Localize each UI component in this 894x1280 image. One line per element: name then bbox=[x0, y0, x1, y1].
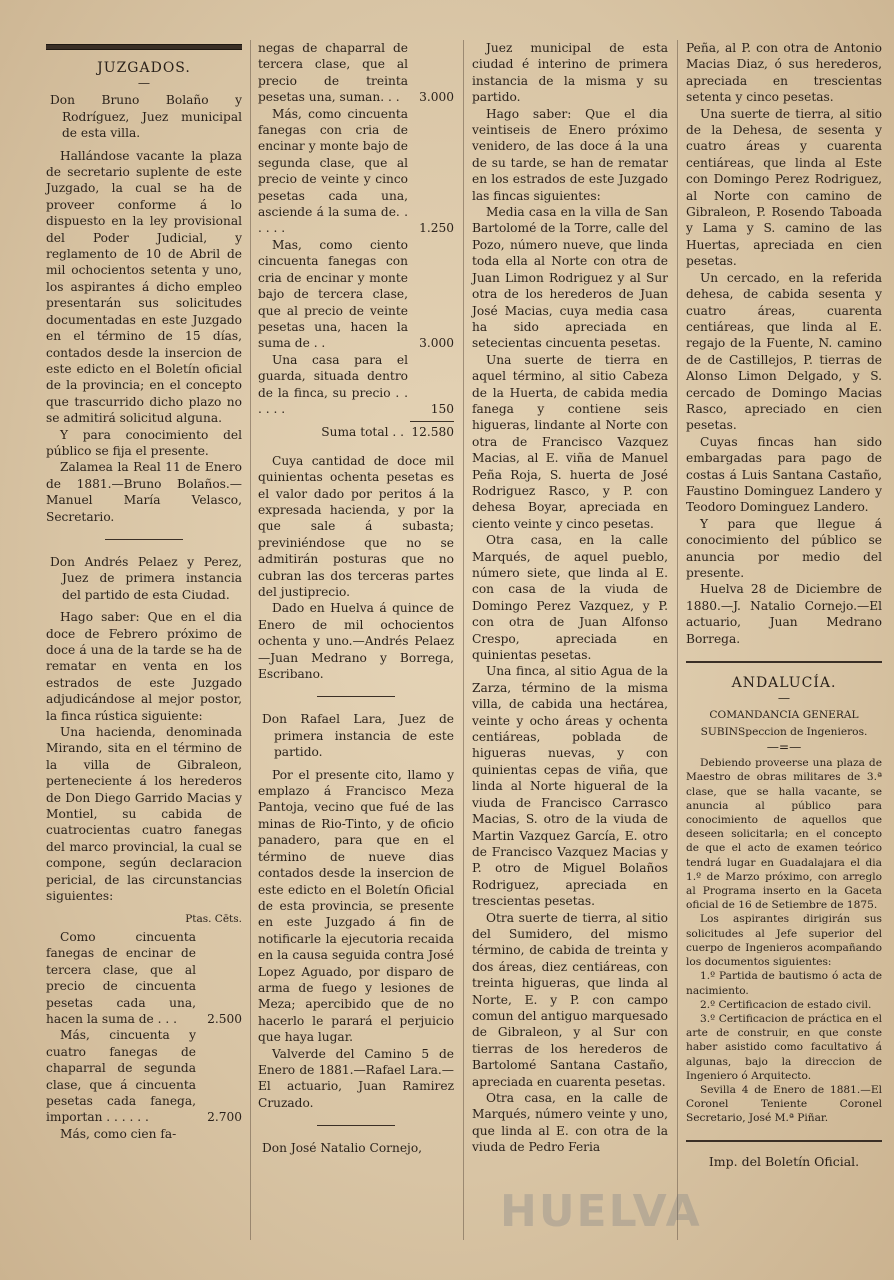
edict-signature: Huelva 28 de Diciembre de 1880.—J. Natalio Cornejo.—El actuario, Juan Medrano Borrega. bbox=[686, 582, 882, 646]
edict-paragraph: Juez municipal de esta ciudad é interino de primera instancia de la misma y su partido. bbox=[472, 41, 668, 105]
notice-paragraph: Debiendo proveerse una plaza de Maestro de obras militares de 3.ª clase, que se halla vacante, se anuncia al público para conocimiento de aquellos que deseen solicitarla; en el concepto de que el acto de examen teórico tendrá lugar en Guadalajara el dia 1.º de Marzo próximo, con arreglo al Programa inserto en la Gaceta oficial de 16 de Setiembre de 1875. bbox=[686, 757, 882, 912]
section-subtitle: COMANDANCIA GENERAL SUBINSpeccion de Ingenieros. bbox=[700, 709, 868, 738]
item-value: 3.000 bbox=[419, 336, 454, 351]
item-value: 2.700 bbox=[207, 1110, 242, 1125]
section-title-juzgados: JUZGADOS. bbox=[97, 60, 191, 76]
library-watermark: HUELVA bbox=[500, 1186, 702, 1237]
edict-header-lara: Don Rafael Lara, Juez de primera instancia de este partido. bbox=[262, 712, 454, 760]
item-value: 150 bbox=[430, 401, 454, 416]
title-dash: —=— bbox=[766, 740, 802, 755]
edict-paragraph: Cuyas fincas han sido embargadas para pago de costas á Luis Santana Castaño, Faustino Dominguez Landero y Teodoro Dominguez Landero. bbox=[686, 434, 882, 515]
list-item: Una casa para el guarda, situada dentro de la finca, su precio . . . . . . 150 bbox=[258, 352, 454, 416]
list-item: Más, como cincuenta fanegas con cria de encinar y monte bajo de segunda clase, que al precio de veinte y cinco pesetas cada una, asciende á la suma de. . . . . . 1.250 bbox=[258, 106, 454, 236]
edict-paragraph: Una finca, al sitio Agua de la Zarza, término de la misma villa, de cabida una hectárea, veinte y ocho áreas y ochenta centiáreas, poblada de higueras nuevas, y con quinientas cepas de viña, que linda al Norte higueral de la viuda de Francisco Carrasco Macias, S. otro de la viuda de Martin Vazquez García, E. otro de Francisco Vazquez Macias y P. otro de Miguel Bolaños Rodriguez, apreciada en trescientas pesetas. bbox=[472, 664, 668, 909]
column-divider bbox=[677, 40, 678, 1240]
column-3 bbox=[472, 40, 668, 1156]
edict-signature: Valverde del Camino 5 de Enero de 1881.—Rafael Lara.—El actuario, Juan Ramirez Cruzado. bbox=[258, 1046, 454, 1110]
separator bbox=[317, 1125, 395, 1126]
edict-paragraph: Hallándose vacante la plaza de secretario suplente de este Juzgado, la cual se ha de proveer conforme á lo dispuesto en la ley provisional del Poder Judicial, y reglamento de 10 de Abril de mil ochocientos setenta y uno, los aspirantes á dicho empleo presentarán sus solicitudes documentadas en este Juzgado en el término de 15 días, contados desde la insercion de este edicto en el Boletín oficial de la provincia; en el concepto que trascurrido dicho plazo no se admitirá solicitud alguna. bbox=[46, 148, 242, 426]
column-divider bbox=[250, 40, 251, 1240]
item-value: 1.250 bbox=[419, 221, 454, 236]
edict-paragraph: Otra casa, en la calle Marqués, de aquel pueblo, número siete, que linda al E. con casa de la viuda de Domingo Perez Vazquez, y P. con otra de Juan Alfonso Crespo, apreciada en quinientas pesetas. bbox=[472, 533, 668, 663]
list-item: Más, cincuenta y cuatro fanegas de chaparral de segunda clase, que á cincuenta pesetas cada fanega, importan . . . . . . 2.700 bbox=[46, 1028, 242, 1125]
edict-signature: Zalamea la Real 11 de Enero de 1881.—Bruno Bolaños.—Manuel María Velasco, Secretario. bbox=[46, 460, 242, 524]
edict-paragraph: Una suerte de tierra en aquel término, al sitio Cabeza de la Huerta, de cabida media fanega y contiene seis higueras, lindante al Norte con otra de Francisco Vazquez Macias, al E. viña de Manuel Peña Roja, S. huerta de José Rodriguez Rasco, y P. con dehesa Boyar, apreciada en ciento veinte y cinco pesetas. bbox=[472, 352, 668, 531]
section-rule bbox=[686, 661, 882, 663]
edict-header-cornejo: Don José Natalio Cornejo, bbox=[262, 1141, 423, 1156]
edict-paragraph: Un cercado, en la referida dehesa, de cabida sesenta y cuatro áreas, cuarenta centiáreas, que linda al E. regajo de la Fuente, N. camino de de Castillejos, P. tierras de Alonso Limon Delgado, y S. cercado de Domingo Macias Rasco, apreciado en cien pesetas. bbox=[686, 270, 882, 433]
edict-paragraph: Hago saber: Que el dia veintiseis de Enero próximo venidero, de las doce á la una de su tarde, se han de rematar en los estrados de este Juzgado las fincas siguientes: bbox=[472, 106, 668, 203]
edict-paragraph: Otra casa, en la calle de Marqués, número veinte y uno, que linda al E. con otra de la viuda de Pedro Feria bbox=[472, 1091, 668, 1155]
printer-imprint: Imp. del Boletín Oficial. bbox=[708, 1153, 860, 1169]
list-item: Mas, como ciento cincuenta fanegas con cria de encinar y monte bajo de tercera clase, que al precio de veinte pesetas una, hacen la suma de . . 3.000 bbox=[258, 237, 454, 351]
edict-paragraph: Una suerte de tierra, al sitio de la Dehesa, de sesenta y cuatro áreas y cuarenta centiáreas, que linda al Este con Domingo Perez Rodriguez, al Norte con camino de Gibraleon, P. Rosendo Taboada y Lama y S. camino de las Huertas, apreciada en cien pesetas. bbox=[686, 106, 882, 269]
item-value: 2.500 bbox=[207, 1011, 242, 1026]
edict-paragraph: Cuya cantidad de doce mil quinientas ochenta pesetas es el valor dado por peritos á la expresada hacienda, y por la que sale á subasta; previniéndose que no se admitirán posturas que no cubran las dos terceras partes del justiprecio. bbox=[258, 453, 454, 599]
column-divider bbox=[463, 40, 464, 1240]
edict-paragraph: Hago saber: Que en el dia doce de Febrero próximo de doce á una de la tarde se ha de rematar en venta en los estrados de este Juzgado adjudicándose al mejor postor, la finca rústica siguiente: bbox=[46, 610, 242, 723]
list-item: Como cincuenta fanegas de encinar de tercera clase, que al precio de cincuenta pesetas cada una, hacen la suma de . . . 2.500 bbox=[46, 929, 242, 1026]
list-item: negas de chaparral de tercera clase, que al precio de treinta pesetas una, suman. . . 3.000 bbox=[258, 41, 454, 105]
notice-paragraph: 1.º Partida de bautismo ó acta de nacimiento. bbox=[686, 970, 882, 997]
total-label: Suma total . . bbox=[321, 425, 404, 440]
edict-header-pelaez: Don Andrés Pelaez y Perez, Juez de primera instancia del partido de esta Ciudad. bbox=[50, 554, 242, 602]
separator bbox=[317, 696, 395, 697]
edict-header-bolano: Don Bruno Bolaño y Rodríguez, Juez municipal de esta villa. bbox=[50, 93, 242, 141]
edict-paragraph: Una hacienda, denominada Mirando, sita en el término de la villa de Gibraleon, perteneciente á los herederos de Don Diego Garrido Macias y Montiel, su cabida de cuatrocientas cuatro fanegas del marco provincial, la cual se compone, según declaracion pericial, de las circunstancias siguientes: bbox=[46, 725, 242, 904]
edict-paragraph: Peña, al P. con otra de Antonio Macias Diaz, ó sus herederos, apreciada en trescientas setenta y cinco pesetas. bbox=[686, 41, 882, 105]
edict-paragraph: Y para conocimiento del público se fija el presente. bbox=[46, 427, 242, 458]
sum-rule bbox=[410, 421, 454, 422]
separator bbox=[105, 539, 183, 540]
notice-signature: Sevilla 4 de Enero de 1881.—El Coronel Teniente Coronel Secretario, José M.ª Piñar. bbox=[686, 1083, 882, 1125]
total-row bbox=[258, 424, 454, 440]
title-dash: — bbox=[777, 691, 791, 706]
title-dash: — bbox=[137, 76, 151, 91]
edict-paragraph: Media casa en la villa de San Bartolomé de la Torre, calle del Pozo, número nueve, que linda toda ella al Norte con otra de Juan Limon Rodriguez y al Sur otra de los herederos de Juan José Macias, cuya media casa ha sido apreciada en setecientas cincuenta pesetas. bbox=[472, 205, 668, 351]
item-value: 3.000 bbox=[419, 90, 454, 105]
notice-paragraph: 2.º Certificacion de estado civil. bbox=[700, 998, 872, 1011]
notice-paragraph: Los aspirantes dirigirán sus solicitudes al Jefe superior del cuerpo de Ingenieros acompañando los documentos siguientes: bbox=[686, 913, 882, 969]
total-value: 12.580 bbox=[411, 425, 454, 440]
ptas-header: Ptas. Cēts. bbox=[185, 912, 242, 925]
edict-paragraph: Y para que llegue á conocimiento del público se anuncia por medio del presente. bbox=[686, 516, 882, 580]
list-item: Más, como cien fa- bbox=[60, 1126, 177, 1141]
edict-paragraph: Otra suerte de tierra, al sitio del Sumidero, del mismo término, de cabida de treinta y dos áreas, diez centiáreas, con treinta higueras, que linda al Norte, E. y P. con campo comun del antiguo marquesado de Gibraleon, y al Sur con tierras de los herederos de Bartolomé Santana Castaño, apreciada en cuarenta pesetas. bbox=[472, 910, 668, 1089]
edict-signature: Dado en Huelva á quince de Enero de mil ochocientos ochenta y uno.—Andrés Pelaez —Juan Medrano y Borrega, Escribano. bbox=[258, 601, 454, 682]
section-rule bbox=[686, 1140, 882, 1142]
section-title-andalucia: ANDALUCÍA. bbox=[731, 675, 837, 692]
edict-paragraph: Por el presente cito, llamo y emplazo á Francisco Meza Pantoja, vecino que fué de las minas de Rio-Tinto, y de oficio panadero, para que en el término de nueve dias contados desde la insercion de este edicto en el Boletín Oficial de esta provincia, se presente en este Juzgado á fin de notificarle la ejecutoria recaida en la causa seguida contra José Lopez Aguado, por disparo de arma de fuego y lesiones de Meza; apercibido que de no hacerlo le parará el perjuicio que haya lugar. bbox=[258, 767, 454, 1045]
column-4 bbox=[686, 40, 882, 1170]
column-2 bbox=[258, 40, 454, 1163]
section-rule bbox=[46, 44, 242, 50]
notice-paragraph: 3.º Certificacion de práctica en el arte de construir, en que conste haber asistido como facultativo á algunas, bajo la direccion de Ingeniero ó Arquitecto. bbox=[686, 1012, 882, 1082]
column-1 bbox=[46, 40, 242, 1142]
